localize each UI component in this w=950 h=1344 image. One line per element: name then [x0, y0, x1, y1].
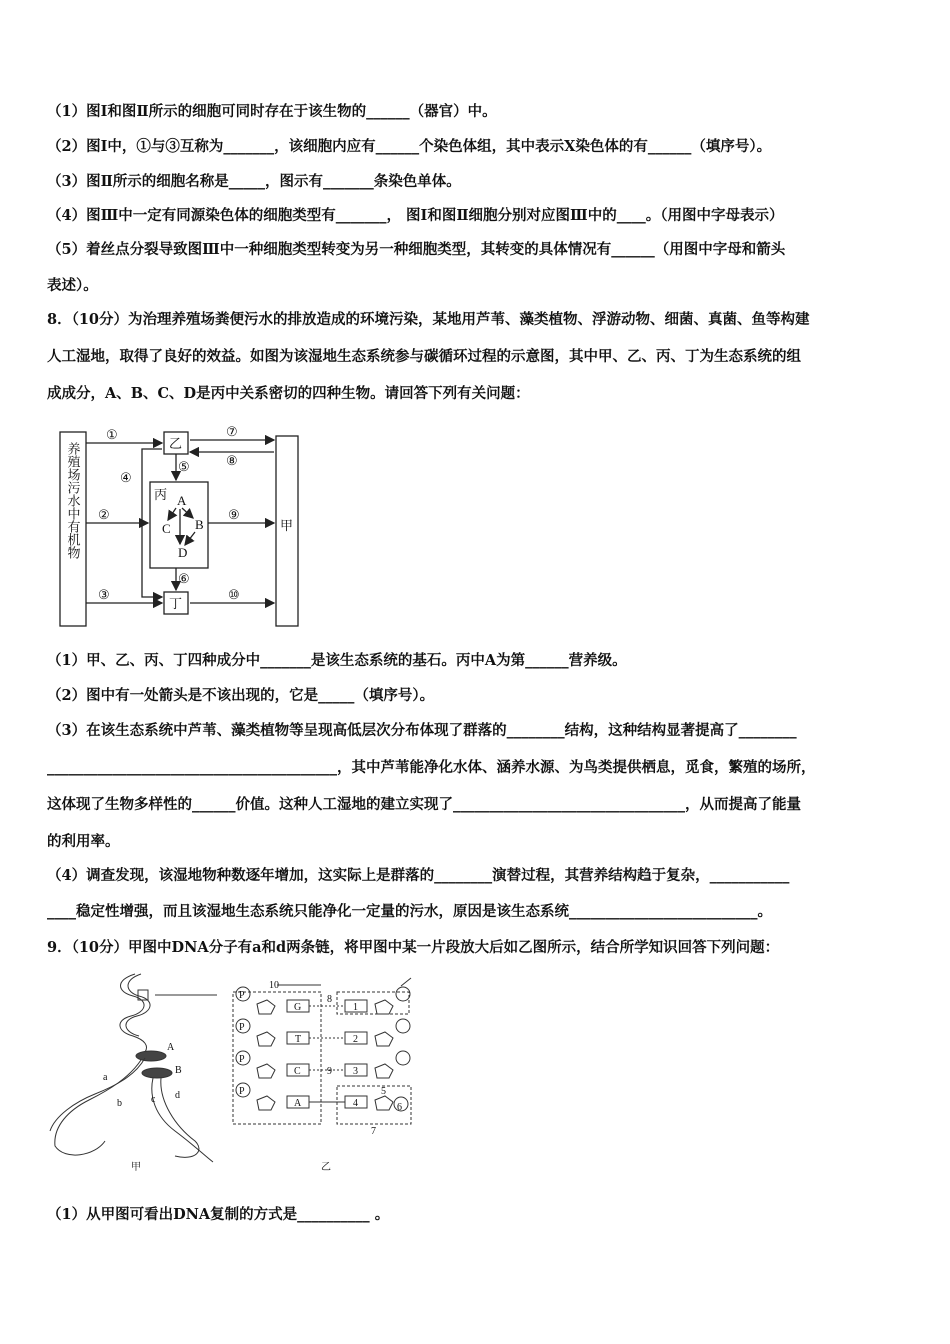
q8-sub3-cont1: ________________________________________，其中芦苇能净化水体、涵养水源、为鸟类提供栖息，觅食，繁殖的场所， [47, 759, 816, 776]
q7-sub4: （4）图Ⅲ中一定有同源染色体的细胞类型有_______， 图Ⅰ和图Ⅱ细胞分别对应图Ⅲ中的____。（用图中字母表示） [47, 207, 784, 224]
sewage-text: 养殖场污水中有机物 [65, 442, 81, 559]
q8-sub4: （4）调查发现，该湿地物种数逐年增加，这实际上是群落的________演替过程，其营养结构趋于复杂，___________ [47, 867, 790, 884]
q9-sub1: （1）从甲图可看出DNA复制的方式是__________ 。 [47, 1206, 390, 1223]
svg-text:①: ① [106, 427, 118, 442]
svg-text:③: ③ [98, 587, 110, 602]
dna-replication-diagram [45, 966, 425, 1176]
svg-text:2: 2 [353, 1034, 358, 1045]
q8-stem-cont2: 成成分，A、B、C、D是丙中关系密切的四种生物。请回答下列有关问题： [47, 385, 530, 402]
svg-text:c: c [151, 1094, 156, 1105]
svg-text:d: d [175, 1090, 180, 1101]
svg-text:8: 8 [327, 994, 332, 1005]
svg-text:G: G [294, 1002, 302, 1013]
svg-text:⑦: ⑦ [226, 424, 238, 439]
svg-text:P: P [239, 1022, 245, 1033]
svg-text:7: 7 [371, 1126, 376, 1137]
svg-text:6: 6 [397, 1102, 402, 1113]
q7-sub1: （1）图Ⅰ和图Ⅱ所示的细胞可同时存在于该生物的______（器官）中。 [47, 103, 497, 120]
q9-stem: 9．（10分）甲图中DNA分子有a和d两条链，将甲图中某一片段放大后如乙图所示，结合所学知识回答下列问题： [47, 939, 780, 956]
svg-text:⑧: ⑧ [226, 453, 238, 468]
svg-text:3: 3 [353, 1066, 358, 1077]
svg-text:⑥: ⑥ [178, 571, 190, 586]
svg-text:⑩: ⑩ [228, 587, 240, 602]
yi-figure [233, 978, 411, 1173]
org-d: D [178, 545, 188, 560]
svg-text:P: P [239, 1054, 245, 1065]
yi-label: 乙 [169, 436, 183, 451]
q7-sub5: （5）着丝点分裂导致图Ⅲ中一种细胞类型转变为另一种细胞类型，其转变的具体情况有______（用图中字母和箭头 [47, 241, 786, 258]
svg-text:⑨: ⑨ [228, 507, 240, 522]
q8-sub2: （2）图中有一处箭头是不该出现的，它是_____（填序号）。 [47, 687, 435, 704]
jia-label: 甲 [280, 518, 294, 533]
jia-figure [50, 974, 217, 1173]
svg-text:5: 5 [381, 1086, 386, 1097]
svg-text:C: C [294, 1066, 301, 1077]
svg-text:A: A [167, 1042, 175, 1053]
q8-sub3-cont2: 这体现了生物多样性的______价值。这种人工湿地的建立实现了________________________________，从而提高了能量 [47, 796, 801, 813]
q8-sub4-cont: ____稳定性增强，而且该湿地生态系统只能净化一定量的污水，原因是该生态系统__________________________。 [47, 903, 772, 920]
svg-text:A: A [294, 1098, 302, 1109]
q8-stem: 8．（10分）为治理养殖场粪便污水的排放造成的环境污染，某地用芦苇、藻类植物、浮游动物、细菌、真菌、鱼等构建 [47, 311, 810, 328]
svg-text:b: b [117, 1098, 122, 1109]
svg-text:a: a [103, 1072, 108, 1083]
svg-text:B: B [175, 1065, 182, 1076]
svg-text:P: P [239, 1086, 245, 1097]
ding-label: 丁 [169, 596, 183, 611]
org-c: C [162, 521, 171, 536]
q8-stem-cont1: 人工湿地，取得了良好的效益。如图为该湿地生态系统参与碳循环过程的示意图，其中甲、乙、丙、丁为生态系统的组 [47, 348, 801, 365]
svg-text:9: 9 [327, 1066, 332, 1077]
svg-text:10: 10 [269, 980, 279, 991]
svg-text:P: P [239, 990, 245, 1001]
svg-text:⑤: ⑤ [178, 459, 190, 474]
bing-label: 丙 [154, 487, 168, 502]
carbon-cycle-diagram [58, 422, 308, 632]
q8-sub1: （1）甲、乙、丙、丁四种成分中_______是该生态系统的基石。丙中A为第______营养级。 [47, 652, 627, 669]
org-a: A [177, 493, 187, 508]
svg-text:4: 4 [353, 1098, 358, 1109]
q7-sub3: （3）图Ⅱ所示的细胞名称是_____，图示有_______条染色单体。 [47, 173, 461, 190]
org-b: B [195, 517, 204, 532]
q7-sub2: （2）图Ⅰ中，①与③互称为_______，该细胞内应有______个染色体组，其中表示X染色体的有______（填序号）。 [47, 138, 772, 155]
svg-text:乙: 乙 [321, 1162, 331, 1173]
svg-text:1: 1 [353, 1002, 358, 1013]
svg-text:②: ② [98, 507, 110, 522]
svg-text:④: ④ [120, 470, 132, 485]
q8-sub3: （3）在该生态系统中芦苇、藻类植物等呈现高低层次分布体现了群落的________结构，这种结构显著提高了________ [47, 722, 797, 739]
svg-text:甲: 甲 [131, 1162, 141, 1173]
q7-sub5-cont: 表述）。 [47, 277, 98, 294]
svg-text:T: T [295, 1034, 302, 1045]
q8-sub3-cont3: 的利用率。 [47, 833, 120, 850]
